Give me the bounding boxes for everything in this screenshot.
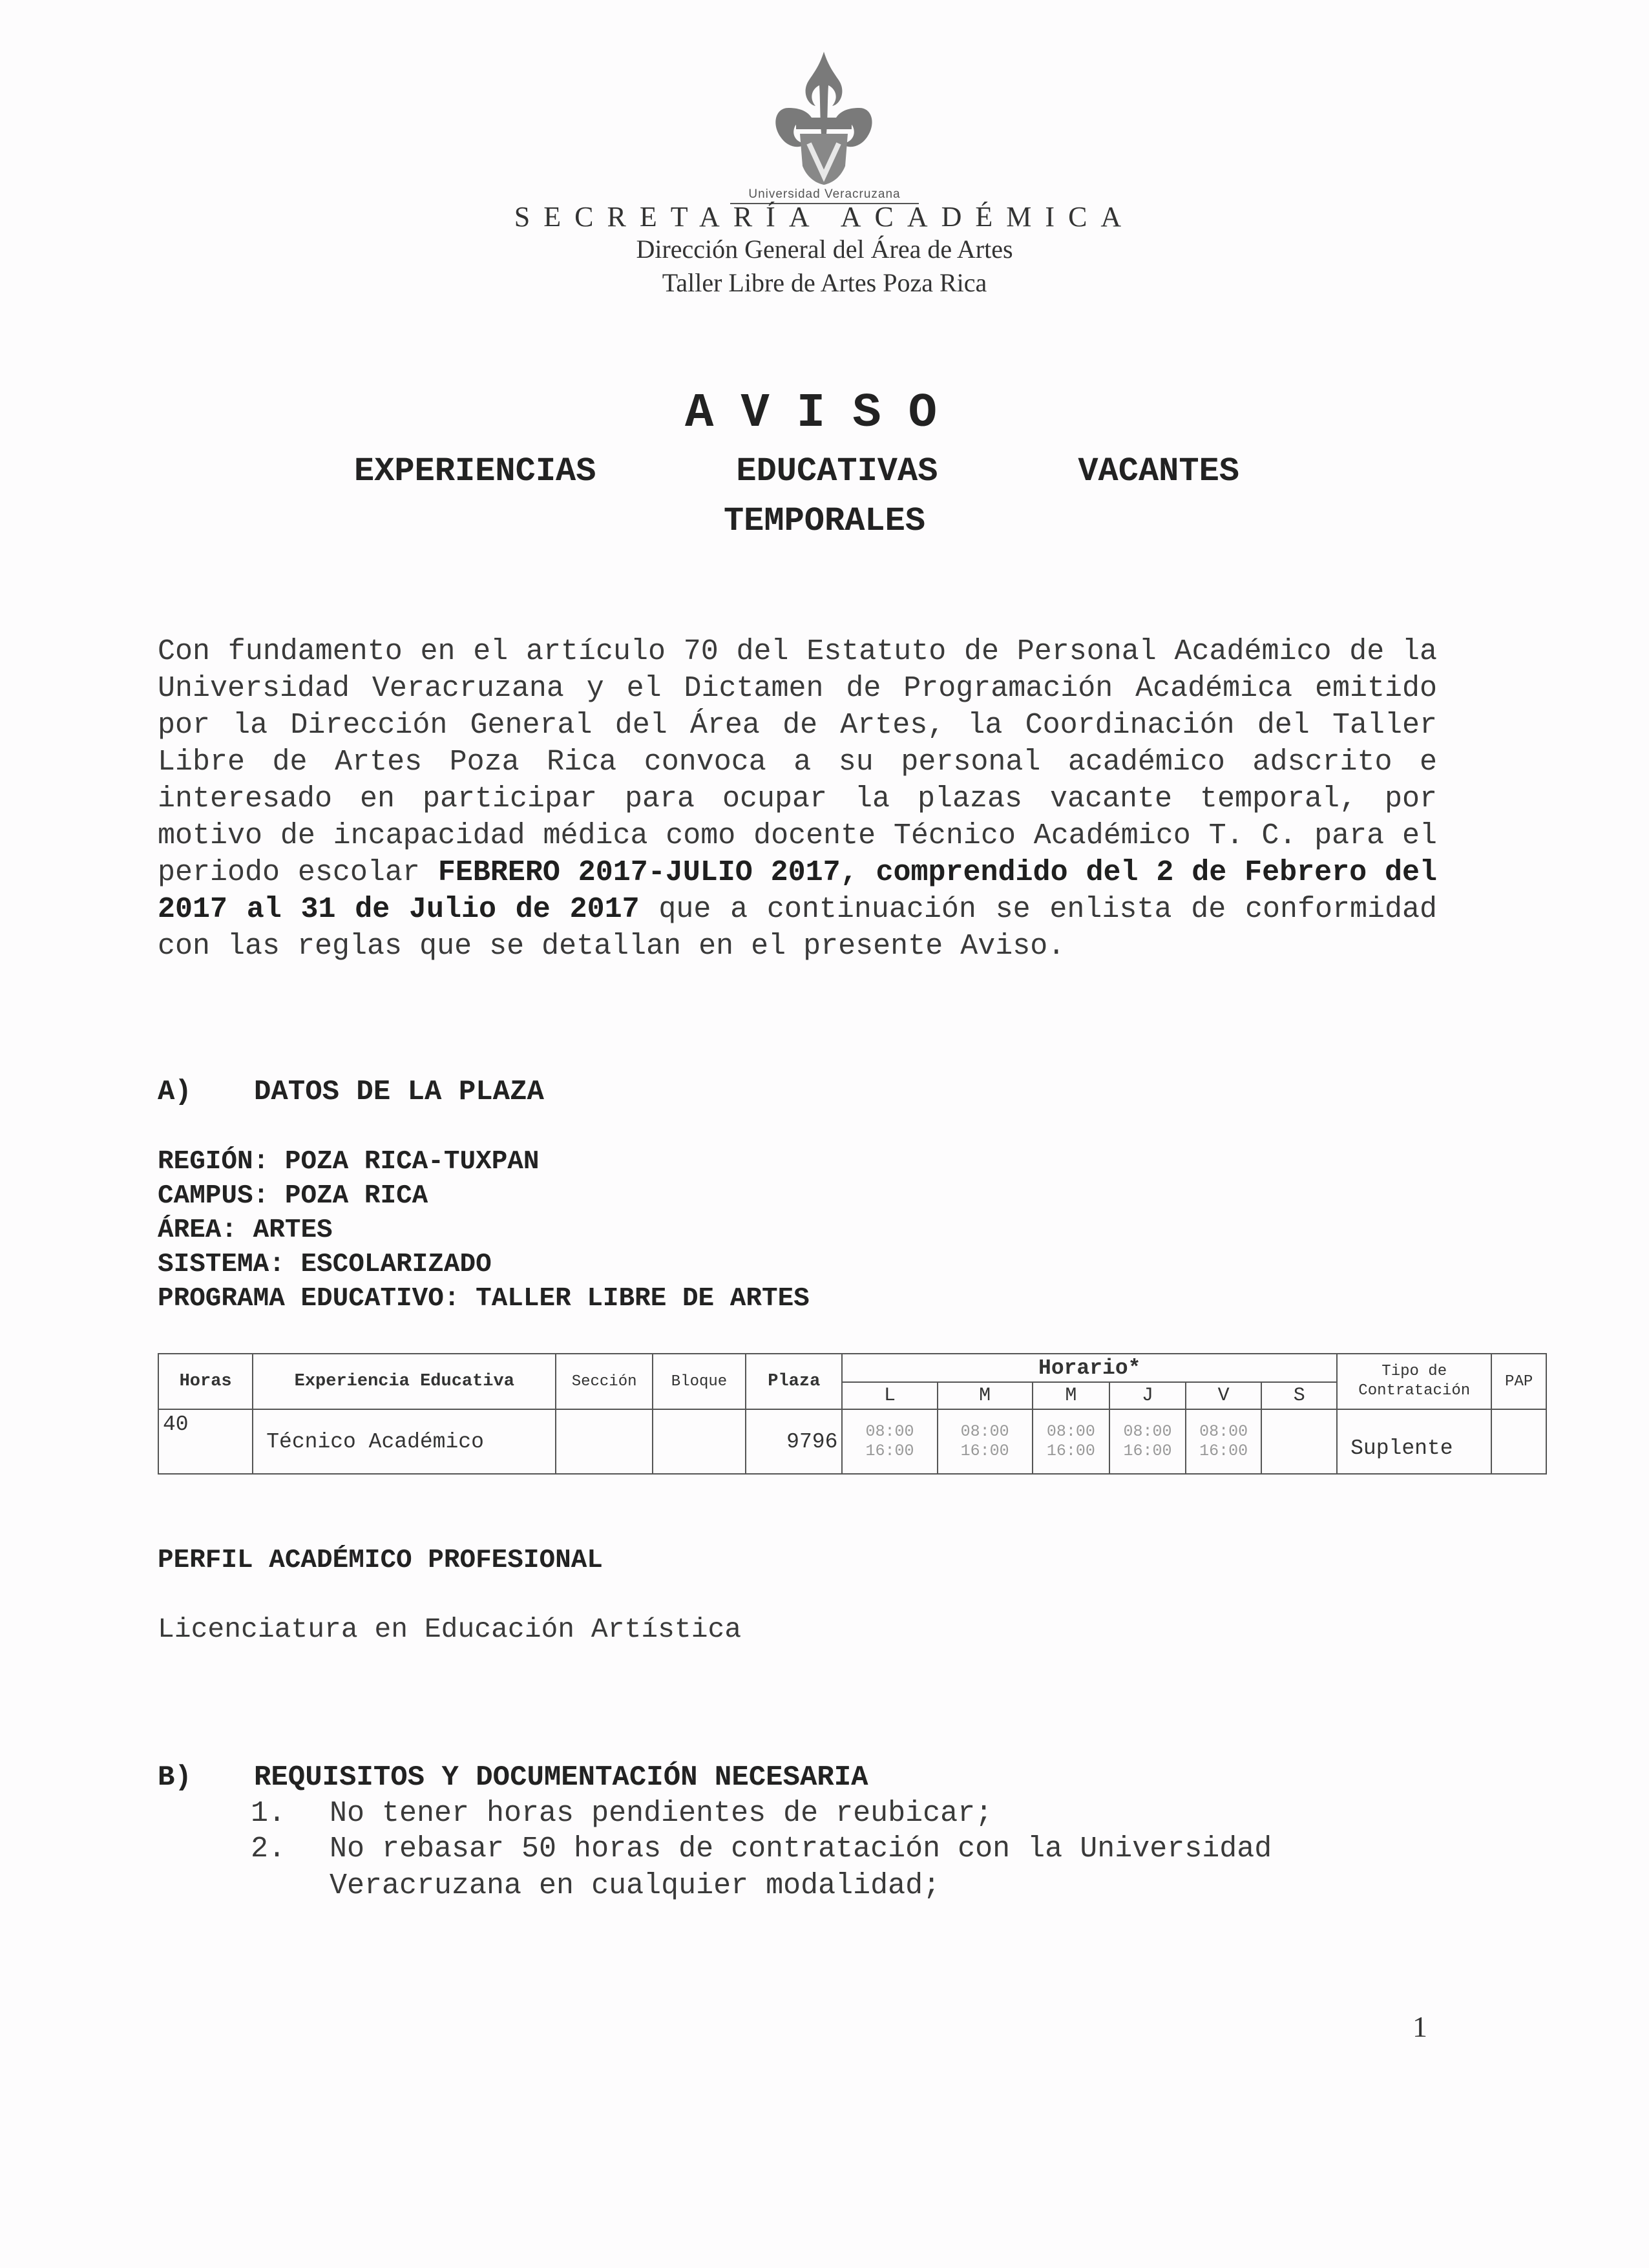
subtitle-word: EXPERIENCIAS <box>354 452 596 490</box>
list-item <box>251 1797 993 1830</box>
plaza-table <box>158 1353 1547 1475</box>
field-value: TALLER LIBRE DE ARTES <box>476 1284 810 1314</box>
day-header: M <box>938 1382 1033 1409</box>
day-header: J <box>1109 1382 1186 1409</box>
subtitle-word: VACANTES <box>1078 452 1239 490</box>
perfil-heading: PERFIL ACADÉMICO PROFESIONAL <box>158 1546 603 1575</box>
col-horario: Horario* <box>842 1354 1337 1382</box>
intro-period: FEBRERO 2017-JULIO 2017, comprendido del 2 de Febrero del 2017 al 31 de Julio de 2017 <box>158 856 1437 926</box>
subtitle-line1 <box>354 452 1239 490</box>
col-horas: Horas <box>158 1354 253 1409</box>
field-label: ÁREA: <box>158 1215 238 1245</box>
cell-experiencia: Técnico Académico <box>253 1409 556 1474</box>
section-b-title: REQUISITOS Y DOCUMENTACIÓN NECESARIA <box>254 1761 868 1794</box>
col-bloque: Bloque <box>653 1354 746 1409</box>
day-header: L <box>842 1382 937 1409</box>
section-a-letter: A) <box>158 1076 192 1108</box>
item-text: No rebasar 50 horas de contratación con la Universidad <box>330 1832 1272 1865</box>
day-header: M <box>1033 1382 1110 1409</box>
cell-schedule-m2: 08:00 16:00 <box>1033 1409 1110 1474</box>
subtitle-word: EDUCATIVAS <box>736 452 938 490</box>
field-programa <box>158 1284 810 1314</box>
subtitle-line2: TEMPORALES <box>723 502 926 540</box>
field-sistema <box>158 1250 492 1279</box>
cell-plaza: 9796 <box>746 1409 842 1474</box>
cell-schedule-l: 08:00 16:00 <box>842 1409 937 1474</box>
day-header: S <box>1261 1382 1337 1409</box>
cell-bloque <box>653 1409 746 1474</box>
perfil-value: Licenciatura en Educación Artística <box>158 1613 742 1645</box>
section-b-letter: B) <box>158 1761 192 1794</box>
cell-schedule-j: 08:00 16:00 <box>1109 1409 1186 1474</box>
field-value: ARTES <box>253 1215 333 1245</box>
field-value: ESCOLARIZADO <box>300 1250 492 1279</box>
intro-paragraph <box>158 633 1437 965</box>
table-row <box>158 1409 1546 1474</box>
col-experiencia: Experiencia Educativa <box>253 1354 556 1409</box>
field-label: REGIÓN: <box>158 1147 269 1177</box>
uv-flor-de-lis-logo <box>769 47 879 195</box>
item-number: 1. <box>251 1797 286 1830</box>
field-area <box>158 1215 333 1245</box>
field-label: CAMPUS: <box>158 1181 269 1211</box>
field-campus <box>158 1181 428 1211</box>
col-pap: PAP <box>1491 1354 1546 1409</box>
field-region <box>158 1147 540 1177</box>
logo-caption: Universidad Veracruzana <box>730 187 919 204</box>
cell-pap <box>1491 1409 1546 1474</box>
section-a-title: DATOS DE LA PLAZA <box>254 1076 544 1108</box>
item-text-continued: Veracruzana en cualquier modalidad; <box>330 1869 941 1902</box>
page-title: AVISO <box>684 386 965 441</box>
field-label: SISTEMA: <box>158 1250 285 1279</box>
secretaria-heading: SECRETARÍA ACADÉMICA <box>514 201 1135 233</box>
item-number: 2. <box>251 1832 286 1865</box>
item-text: No tener horas pendientes de reubicar; <box>330 1797 993 1830</box>
day-header: V <box>1186 1382 1262 1409</box>
field-value: POZA RICA-TUXPAN <box>284 1147 540 1177</box>
cell-schedule-m: 08:00 16:00 <box>938 1409 1033 1474</box>
table-header-row <box>158 1354 1546 1382</box>
cell-tipo: Suplente <box>1337 1409 1491 1474</box>
cell-horas: 40 <box>158 1409 253 1474</box>
direccion-heading: Dirección General del Área de Artes <box>636 235 1013 264</box>
col-tipo: Tipo de Contratación <box>1337 1354 1491 1409</box>
cell-schedule-v: 08:00 16:00 <box>1186 1409 1262 1474</box>
field-value: POZA RICA <box>284 1181 428 1211</box>
page-number: 1 <box>1413 2010 1427 2043</box>
intro-text-end: que a continuación se enlista de conformidad con las reglas que se detallan en el presente Aviso. <box>158 893 1437 963</box>
intro-text: Con fundamento en el artículo 70 del Estatuto de Personal Académico de la Universidad Veracruzana y el Dictamen de Programación Académica emitido por la Dirección General del Área de Artes, la Coordinación del Taller Libre de Artes Poza Rica convoca a su personal académico adscrito e interesado en participar para ocupar la plazas vacante temporal, por motivo de incapacidad médica como docente Técnico Académico T. C. para el periodo escolar <box>158 635 1437 889</box>
list-item <box>251 1832 1437 1902</box>
col-plaza: Plaza <box>746 1354 842 1409</box>
field-label: PROGRAMA EDUCATIVO: <box>158 1284 460 1314</box>
cell-schedule-s <box>1261 1409 1337 1474</box>
col-seccion: Sección <box>556 1354 652 1409</box>
taller-heading: Taller Libre de Artes Poza Rica <box>662 268 987 297</box>
cell-seccion <box>556 1409 652 1474</box>
